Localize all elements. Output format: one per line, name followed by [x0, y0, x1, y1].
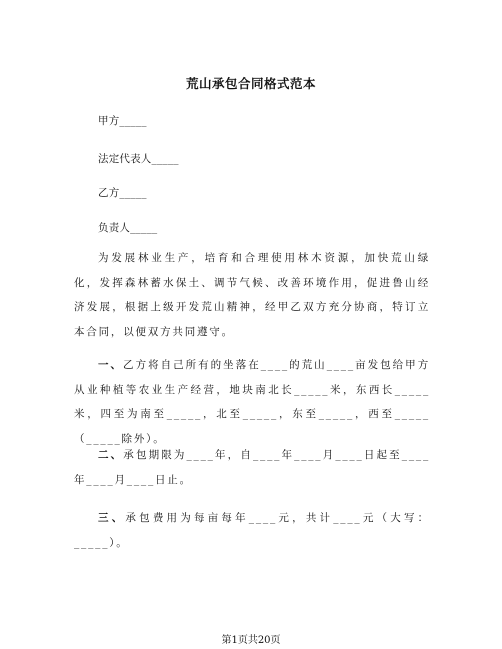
clause-2-number: 二、 — [98, 449, 124, 461]
clause-2-text: 承包期限为____年，自____年____月____日起至____年____月____日止。 — [74, 449, 430, 486]
party-a-line: 甲方_____ — [98, 115, 147, 127]
responsible-person-line: 负责人_____ — [98, 222, 158, 234]
clause-1-number: 一、 — [98, 359, 124, 371]
page-number: 第1页共20页 — [221, 635, 281, 646]
intro-paragraph: 为发展林业生产，培育和合理使用林木资源，加快荒山绿化，发挥森林蓄水保土、调节气候、改善环境作用，促进鲁山经济发展，根据上级开发荒山精神，经甲乙双方充分协商，特订立本合同，以便双方共同遵守。 — [74, 252, 430, 338]
clause-3-number: 三、 — [98, 512, 126, 524]
clause-1 — [74, 353, 430, 451]
clause-1-text: 乙方将自己所有的坐落在____的荒山____亩发包给甲方从业种植等农业生产经营，地块南北长_____米，东西长_____米，四至为南至_____，北至_____，东至_____，西至_____（_____除外）。 — [74, 359, 430, 445]
legal-representative-line: 法定代表人_____ — [98, 153, 179, 165]
document-title: 荒山承包合同格式范本 — [185, 76, 316, 91]
clause-3-text: 承包费用为每亩每年____元，共计____元（大写：_____）。 — [74, 512, 430, 549]
clause-3 — [74, 506, 430, 555]
party-b-line: 乙方_____ — [98, 187, 147, 199]
clause-2 — [74, 443, 430, 492]
